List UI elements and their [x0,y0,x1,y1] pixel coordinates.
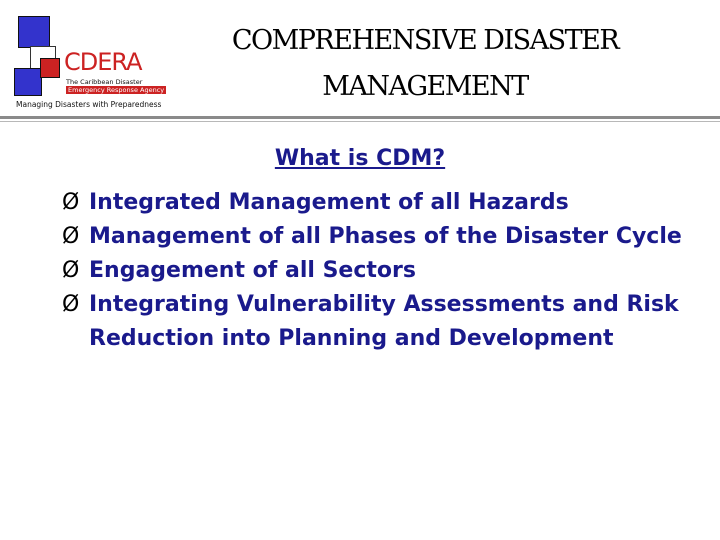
arrow-bullet-icon: Ø [62,224,80,249]
bullet-item [62,288,702,356]
logo-subtitle-line2: Emergency Response Agency [68,86,165,94]
arrow-bullet-icon: Ø [62,190,80,215]
bullet-item [62,220,702,254]
header-divider [0,116,720,119]
bullet-list [62,186,702,356]
bullet-item [62,186,702,220]
slide-title-line2: MANAGEMENT [322,71,528,102]
logo-cube-icon [40,58,60,78]
arrow-bullet-icon: Ø [62,258,80,283]
logo-cube-icon [14,68,42,96]
bullet-text: Integrating Vulnerability Assessments and Risk Reduction into Planning and Development [89,292,679,351]
logo-subtitle-line1: The Caribbean Disaster [66,78,143,86]
header-divider-thin [0,121,720,122]
bullet-text: Integrated Management of all Hazards [89,190,569,215]
slide-title-line1: COMPREHENSIVE DISASTER [231,25,619,56]
arrow-bullet-icon: Ø [62,292,80,317]
logo-cube-icon [18,16,50,48]
bullet-text: Management of all Phases of the Disaster Cycle [89,224,682,249]
section-heading: What is CDM? [274,146,446,171]
cdera-logo [10,12,180,112]
logo-tagline: Managing Disasters with Preparedness [16,100,162,109]
bullet-item [62,254,702,288]
bullet-text: Engagement of all Sectors [89,258,416,283]
logo-wordmark: CDERA [64,48,142,76]
slide-title [190,18,660,110]
